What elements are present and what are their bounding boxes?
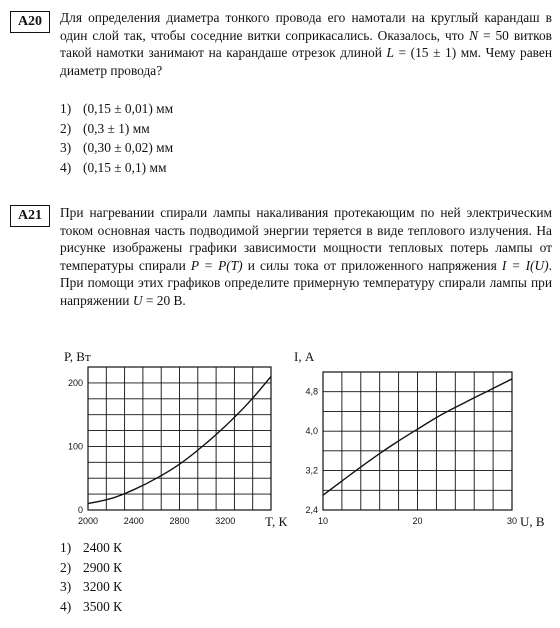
answer-option[interactable]: 3) (0,30 ± 0,02) мм [60, 140, 174, 155]
question-text-a20: Для определения диаметра тонкого провода его намотали на круглый карандаш в один слой так, чтобы соседние витки соприкасались. Оказалось, что N = 50 витков такой намотки занимают на карандаше отрезок длиной L = (15 ± 1) мм. Чему равен диаметр провода? [60, 10, 553, 78]
x-tick-label: 2800 [169, 516, 190, 526]
x-axis-label: U, В [520, 514, 545, 529]
current-voltage-chart [288, 342, 550, 532]
chart-grid [88, 367, 271, 510]
y-tick-label: 2,4 [305, 505, 318, 515]
answer-options-a20 [60, 99, 173, 177]
y-tick-label: 4,0 [305, 426, 318, 437]
x-axis-label: T, К [265, 514, 288, 529]
x-tick-label: 3200 [215, 516, 236, 526]
power-temperature-chart [58, 342, 298, 532]
y-axis-label: I, А [294, 349, 315, 364]
y-tick-label: 0 [77, 505, 83, 515]
y-tick-label: 100 [67, 441, 83, 452]
x-tick-label: 2400 [123, 516, 144, 526]
answer-options-a21 [60, 538, 122, 616]
question-number-a20: A20 [10, 11, 50, 33]
y-tick-label: 200 [67, 377, 83, 388]
x-tick-label: 2000 [77, 516, 99, 526]
x-tick-label: 30 [506, 516, 518, 526]
x-tick-label: 10 [317, 516, 329, 526]
answer-option[interactable]: 1) 2400 К [60, 540, 123, 555]
answer-option[interactable]: 2) (0,3 ± 1) мм [60, 120, 150, 136]
answer-option[interactable]: 1) (0,15 ± 0,01) мм [60, 101, 174, 116]
answer-option[interactable]: 3) 3200 К [60, 579, 123, 594]
answer-option[interactable]: 2) 2900 К [60, 559, 123, 575]
question-number-a21: A21 [10, 205, 50, 227]
y-tick-label: 3,2 [305, 465, 318, 476]
y-tick-label: 4,8 [305, 386, 318, 397]
answer-option[interactable]: 4) 3500 К [60, 598, 123, 614]
y-axis-label: P, Вт [64, 349, 91, 364]
x-tick-label: 20 [412, 516, 423, 526]
question-text-a21: При нагревании спирали лампы накаливания протекающим по ней электрическим током основная часть подводимой энергии теряется в виде теплового излучения. На рисунке изображены графики зависимости мощности тепловых потерь лампы от температуры спирали P = P(T) и силы тока от приложенного напряжения I = I(U). При помощи этих графиков определите примерную температуру спирали лампы при напряжении U = 20 В. [60, 205, 553, 308]
answer-option[interactable]: 4) (0,15 ± 0,1) мм [60, 159, 167, 175]
